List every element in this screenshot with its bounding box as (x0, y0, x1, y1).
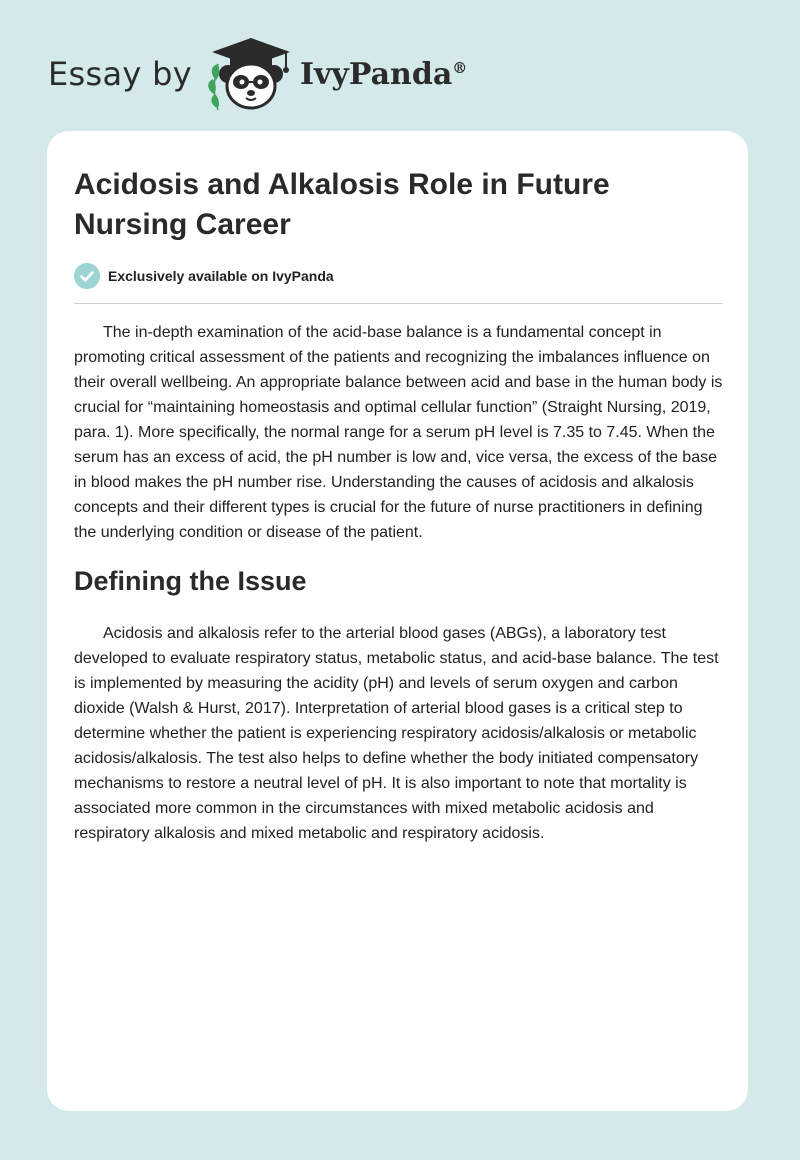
divider (74, 303, 723, 304)
paragraph-intro: The in-depth examination of the acid-base balance is a fundamental concept in promoting critical assessment of the patients and recognizing the imbalances influence on their overall wellbeing. An appropriate balance between acid and base in the human body is crucial for “maintaining homeostasis and optimal cellular function” (Straight Nursing, 2019, para. 1). More specifically, the normal range for a serum pH level is 7.35 to 7.45. When the serum has an excess of acid, the pH number is low and, vice versa, the excess of the base in blood makes the pH number rise. Understanding the causes of acidosis and alkalosis concepts and their different types is crucial for the future of nurse practitioners in defining the underlying condition or disease of the patient. (74, 324, 723, 541)
brand-name[interactable]: IvyPanda® (299, 56, 468, 92)
panda-graduate-icon[interactable] (206, 34, 296, 114)
section-heading: Defining the Issue (74, 566, 307, 596)
registered-mark: ® (452, 58, 468, 77)
check-circle-icon (74, 263, 100, 289)
page-title: Acidosis and Alkalosis Role in Future Nursing Career (74, 168, 610, 241)
essay-by-label: Essay by (48, 55, 192, 93)
exclusive-badge (74, 263, 334, 289)
article-card (47, 131, 748, 1111)
paragraph-defining-issue: Acidosis and alkalosis refer to the arterial blood gases (ABGs), a laboratory test developed to evaluate respiratory status, metabolic status, and acid-base balance. The test is implemented by measuring the acidity (pH) and levels of serum oxygen and carbon dioxide (Walsh & Hurst, 2017). Interpretation of arterial blood gases is a critical step to determine whether the patient is experiencing respiratory acidosis/alkalosis or metabolic acidosis/alkalosis. The test also helps to define whether the body initiated compensatory mechanisms to restore a neutral level of pH. It is also important to note that mortality is associated more common in the circumstances with mixed metabolic acidosis and respiratory alkalosis and mixed metabolic and respiratory acidosis. (74, 625, 719, 842)
badge-label: Exclusively available on IvyPanda (108, 268, 334, 284)
site-header (48, 34, 467, 114)
